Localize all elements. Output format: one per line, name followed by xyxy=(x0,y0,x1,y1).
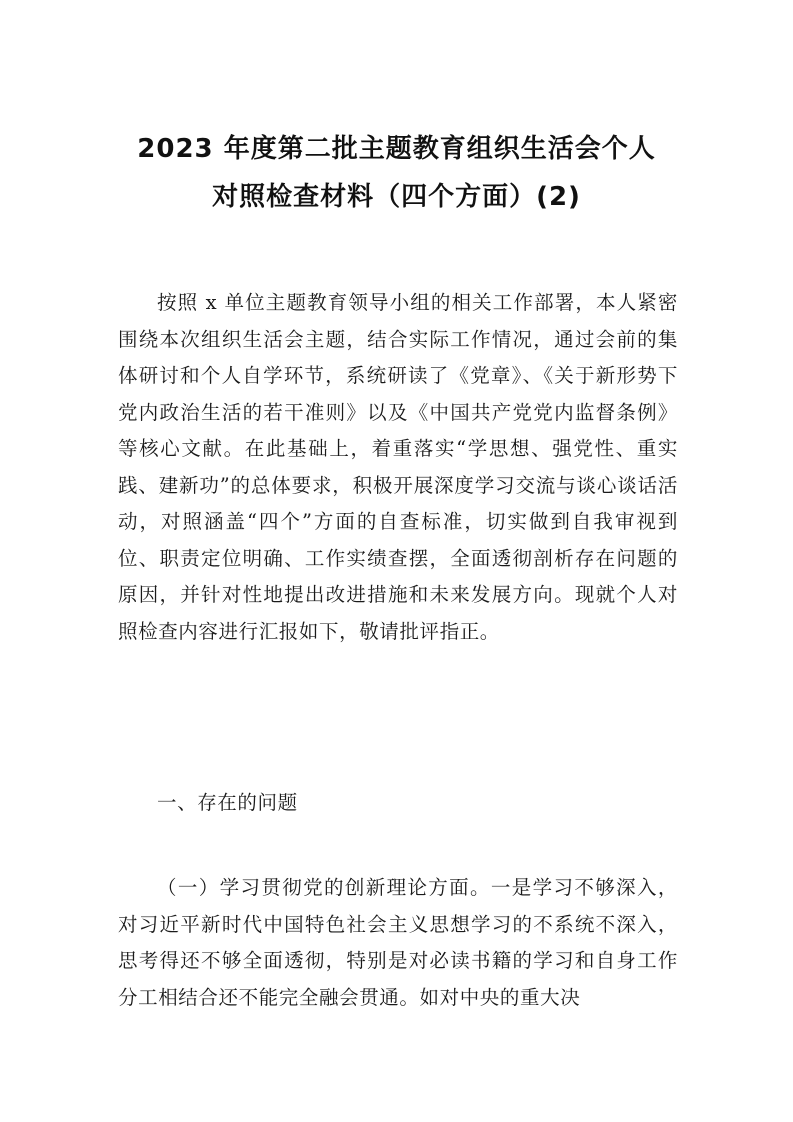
section-paragraph: （一）学习贯彻党的创新理论方面。一是学习不够深入，对习近平新时代中国特色社会主义思想学习的不系统不深入，思考得还不够全面透彻，特别是对必读书籍的学习和自身工作分工相结合还不能完全融会贯通。如对中央的重大决 xyxy=(118,876,678,1009)
document-title-line-1: 2023 年度第二批主题教育组织生活会个人 xyxy=(137,134,656,164)
document-title-line-2: 对照检查材料（四个方面）(2) xyxy=(212,182,581,212)
intro-paragraph: 按照 x 单位主题教育领导小组的相关工作部署，本人紧密围绕本次组织生活会主题，结合实际工作情况，通过会前的集体研讨和个人自学环节，系统研读了《党章》、《关于新形势下党内政治生活的若干准则》以及《中国共产党党内监督条例》等核心文献。在此基础上，着重落实“学思想、强党性、重实践、建新功”的总体要求，积极开展深度学习交流与谈心谈话活动，对照涵盖“四个”方面的自查标准，切实做到自我审视到位、职责定位明确、工作实绩查摆，全面透彻剖析存在问题的原因，并针对性地提出改进措施和未来发展方向。现就个人对照检查内容进行汇报如下，敬请批评指正。 xyxy=(118,291,678,643)
section-heading: 一、存在的问题 xyxy=(157,791,298,814)
